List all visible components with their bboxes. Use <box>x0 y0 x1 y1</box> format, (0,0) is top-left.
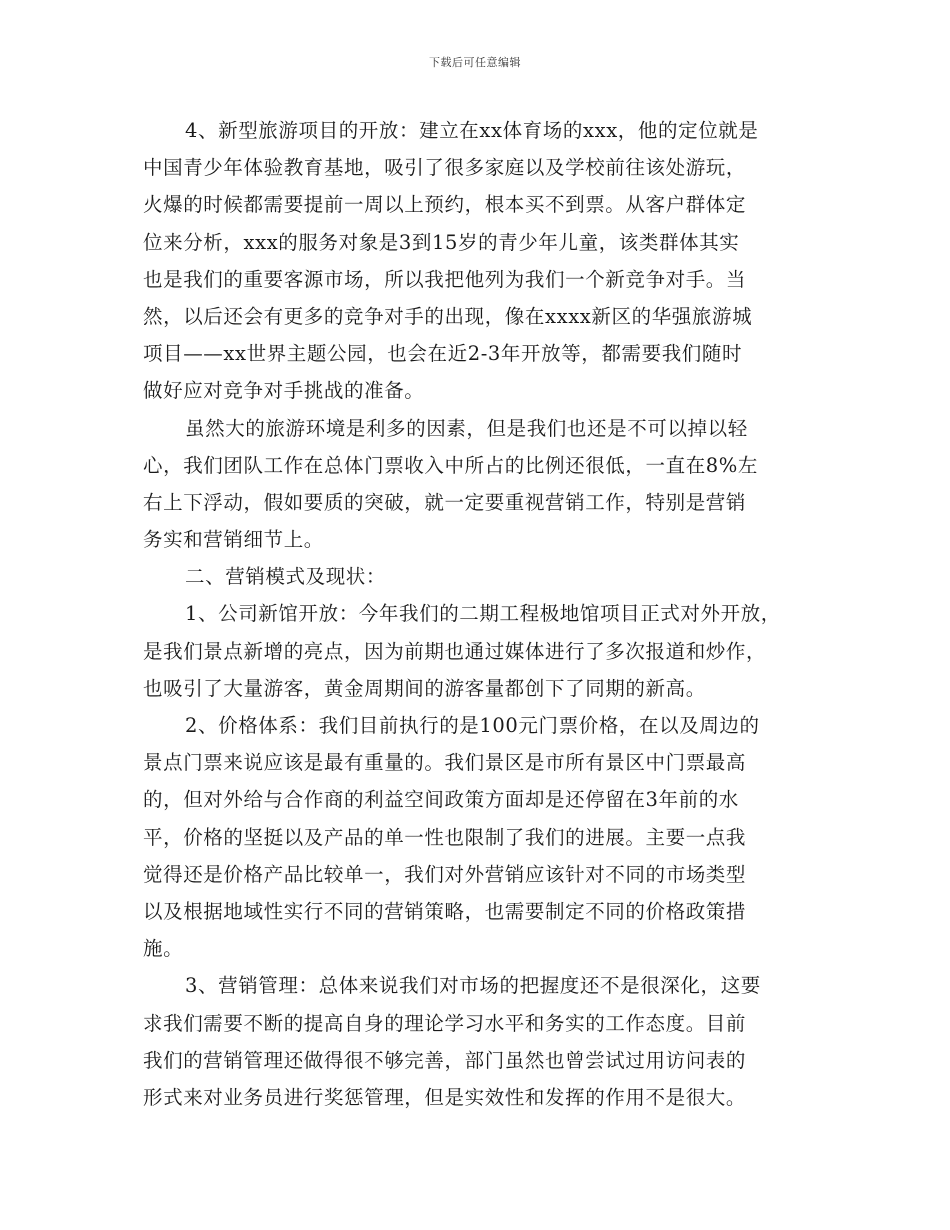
text-line: 施。 <box>143 937 184 961</box>
text-line: 求我们需要不断的提高自身的理论学习水平和务实的工作态度。目前 <box>143 1011 747 1035</box>
text-line: 虽然大的旅游环境是利多的因素，但是我们也还是不可以掉以轻 <box>185 416 748 440</box>
text-line: 务实和营销细节上。 <box>143 528 324 552</box>
document-body <box>143 112 808 1116</box>
text-line: 1、公司新馆开放：今年我们的二期工程极地馆项目正式对外开放， <box>185 602 781 626</box>
text-line: 我们的营销管理还做得很不够完善，部门虽然也曾尝试过用访问表的 <box>143 1048 747 1072</box>
text-line: 是我们景点新增的亮点，因为前期也通过媒体进行了多次报道和炒作， <box>143 639 767 663</box>
text-line: 3、营销管理：总体来说我们对市场的把握度还不是很深化，这要 <box>185 974 761 998</box>
text-line: 也吸引了大量游客，黄金周期间的游客量都创下了同期的新高。 <box>143 676 706 700</box>
text-line: 平，价格的坚挺以及产品的单一性也限制了我们的进展。主要一点我 <box>143 825 747 849</box>
text-line: 景点门票来说应该是最有重量的。我们景区是市所有景区中门票最高 <box>143 751 747 775</box>
section-heading: 二、营销模式及现状： <box>185 565 387 589</box>
page-header: 下载后可任意编辑 <box>429 56 521 69</box>
text-line: 然，以后还会有更多的竞争对手的出现，像在xxxx新区的华强旅游城 <box>143 304 753 328</box>
text-line: 火爆的时候都需要提前一周以上预约，根本买不到票。从客户群体定 <box>143 193 747 217</box>
text-line: 觉得还是价格产品比较单一，我们对外营销应该针对不同的市场类型 <box>143 862 747 886</box>
text-line: 项目——xx世界主题公园，也会在近2-3年开放等，都需要我们随时 <box>143 342 743 366</box>
text-line: 形式来对业务员进行奖惩管理，但是实效性和发挥的作用不是很大。 <box>143 1085 747 1109</box>
text-line: 以及根据地域性实行不同的营销策略，也需要制定不同的价格政策措 <box>143 899 747 923</box>
text-line: 右上下浮动，假如要质的突破，就一定要重视营销工作，特别是营销 <box>143 490 747 514</box>
text-line: 4、新型旅游项目的开放：建立在xx体育场的xxx，他的定位就是 <box>185 119 759 142</box>
text-line: 也是我们的重要客源市场，所以我把他列为我们一个新竞争对手。当 <box>143 267 747 291</box>
text-line: 的，但对外给与合作商的利益空间政策方面却是还停留在3年前的水 <box>143 788 739 812</box>
text-line: 位来分析，xxx的服务对象是3到15岁的青少年儿童，该类群体其实 <box>143 230 740 254</box>
text-line: 中国青少年体验教育基地，吸引了很多家庭以及学校前往该处游玩， <box>143 156 747 180</box>
text-line: 2、价格体系：我们目前执行的是100元门票价格，在以及周边的 <box>185 714 760 737</box>
text-line: 心，我们团队工作在总体门票收入中所占的比例还很低，一直在8%左 <box>143 453 759 477</box>
text-line: 做好应对竞争对手挑战的准备。 <box>143 379 425 403</box>
